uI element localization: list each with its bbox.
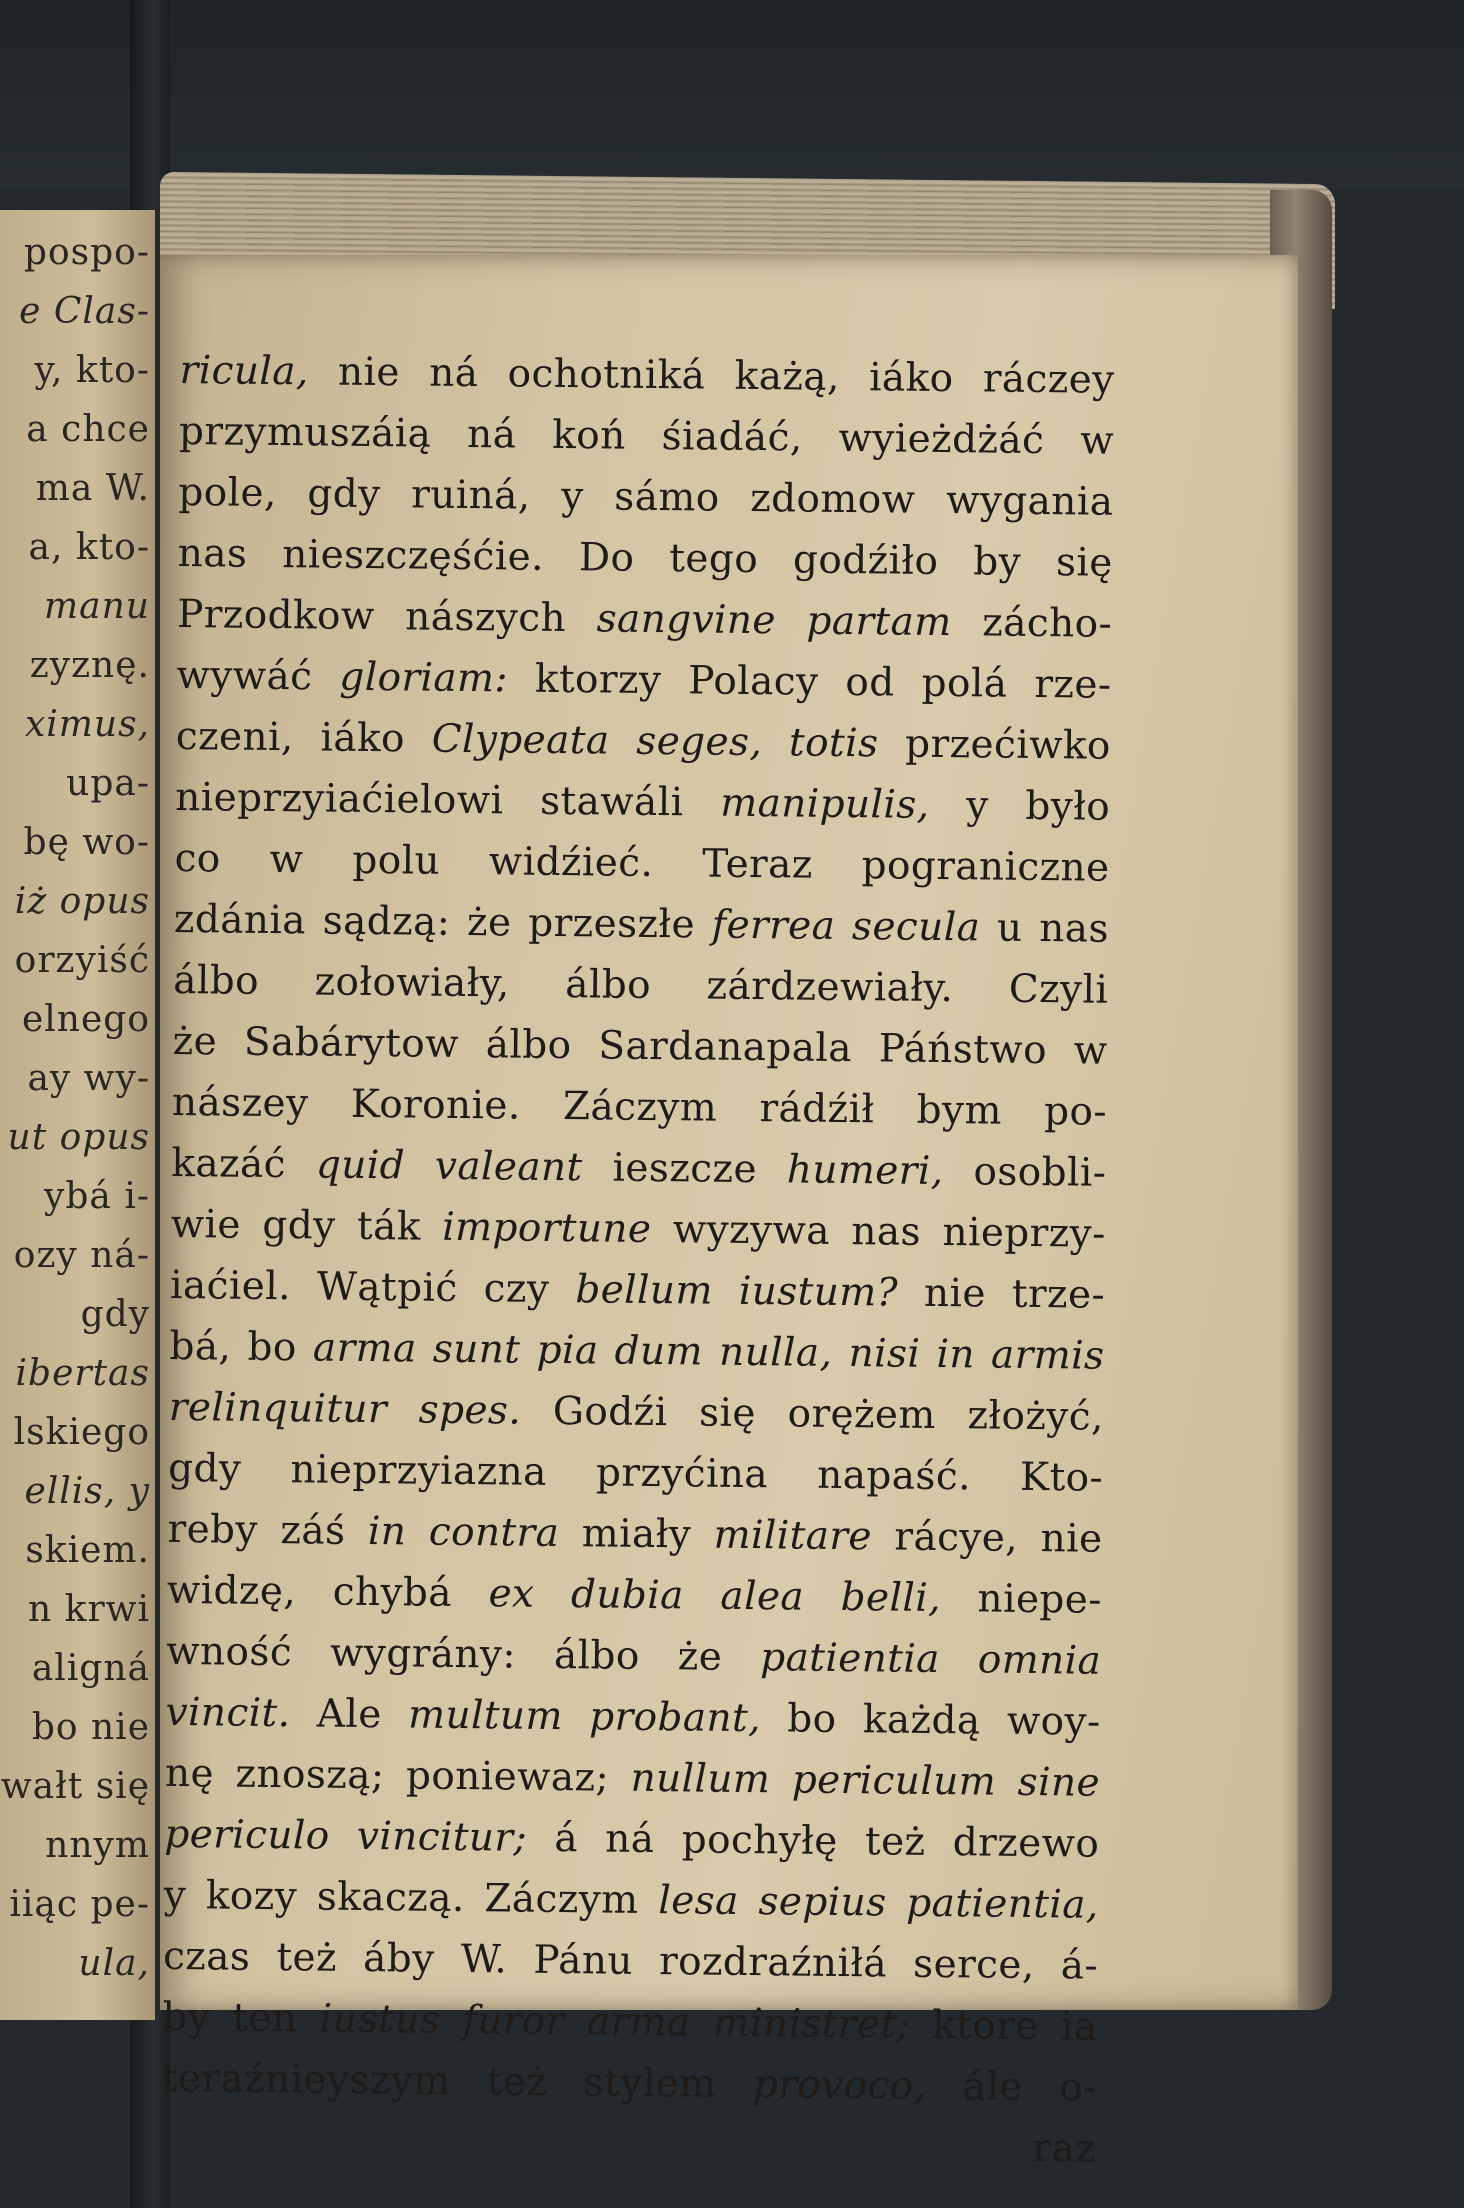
text-line xyxy=(178,462,1114,533)
left-page-line: iż opus xyxy=(14,881,150,922)
left-page-line: ximus, xyxy=(24,704,150,745)
text-line xyxy=(165,1743,1101,1814)
text-segment: zdánia sądzą: że przeszłe xyxy=(173,896,712,948)
text-line xyxy=(176,706,1112,777)
left-page-line: ut opus xyxy=(7,1117,150,1158)
text-line xyxy=(174,828,1110,899)
text-segment: osobli- xyxy=(943,1149,1107,1196)
text-line xyxy=(161,2109,1097,2180)
text-line xyxy=(172,1072,1108,1143)
text-segment: reby záś xyxy=(167,1506,369,1555)
text-segment: teraźnieyszym też stylem xyxy=(161,2055,754,2108)
left-page-line: nnym xyxy=(45,1825,150,1866)
latin-phrase: relinquitur spes. xyxy=(168,1384,522,1434)
text-segment: co w polu widźieć. Teraz pograniczne xyxy=(174,835,1110,891)
text-segment: ieszcze xyxy=(582,1145,788,1193)
text-segment: przećiwko xyxy=(878,721,1112,769)
left-page-line: a chce xyxy=(26,409,150,450)
text-line xyxy=(176,645,1112,716)
latin-phrase: in contra xyxy=(367,1509,560,1557)
text-line xyxy=(172,1011,1108,1082)
latin-phrase: vincit. xyxy=(165,1689,291,1737)
latin-phrase: iustus furor arma ministret; xyxy=(319,1996,911,2048)
text-segment: czas też áby W. Pánu rozdraźniłá serce, á- xyxy=(162,1933,1099,1989)
latin-phrase: nullum periculum sine xyxy=(630,1755,1101,1806)
left-page-line: ibertas xyxy=(15,1353,150,1394)
text-line xyxy=(171,1133,1107,1204)
background-dark xyxy=(0,0,1464,190)
text-segment: miały xyxy=(559,1511,714,1558)
text-line xyxy=(175,767,1111,838)
text-segment: nie ná ochotniká każą, iáko ráczey xyxy=(308,349,1115,403)
text-segment: pole, gdy ruiná, y sámo zdomow wygania xyxy=(178,469,1114,525)
left-page-line: skiem. xyxy=(25,1530,150,1571)
text-segment: bo każdą woy- xyxy=(760,1696,1101,1745)
latin-phrase: militare xyxy=(713,1512,873,1560)
text-segment: by ten xyxy=(162,1994,320,2042)
text-line xyxy=(179,401,1115,472)
latin-phrase: ferrea secula xyxy=(711,902,981,951)
left-page-line: ay wy- xyxy=(27,1058,150,1099)
latin-phrase: provoco, xyxy=(752,2062,927,2109)
left-page-line: y, kto- xyxy=(34,350,150,391)
text-segment: Przodkow nászych xyxy=(176,591,597,642)
left-page-line: manu xyxy=(44,586,150,627)
text-segment: nas nieszczęśćie. Do tego godźiło by się xyxy=(177,530,1113,586)
text-segment: y kozy skaczą. Záczym xyxy=(163,1872,659,1924)
previous-page xyxy=(0,210,155,2020)
latin-phrase: lesa sepius patientia, xyxy=(658,1878,1099,1928)
text-segment: gdy nieprzyiazna przyćina napaść. Kto- xyxy=(167,1445,1104,1501)
latin-phrase: bellum iustum? xyxy=(575,1267,899,1316)
latin-phrase: sangvine partam xyxy=(596,596,952,646)
latin-phrase: manipulis, xyxy=(719,780,930,828)
text-segment: zácho- xyxy=(951,600,1113,647)
text-line xyxy=(164,1804,1100,1875)
text-line xyxy=(174,889,1110,960)
left-page-line: lskiego xyxy=(13,1412,150,1453)
text-segment: niepe- xyxy=(940,1576,1103,1623)
text-segment: nie trze- xyxy=(897,1270,1106,1318)
latin-phrase: importune xyxy=(442,1204,652,1252)
left-page-line: gdy xyxy=(80,1294,150,1335)
left-page-line: bę wo- xyxy=(23,822,150,863)
left-page-line: pospo- xyxy=(23,232,150,273)
latin-phrase: gloriam: xyxy=(339,654,509,702)
latin-phrase: ex dubia alea belli, xyxy=(488,1571,942,1622)
text-segment: bá, bo xyxy=(169,1323,314,1371)
text-line xyxy=(168,1438,1104,1509)
text-segment: że Sabárytow álbo Sardanapala Páństwo w xyxy=(172,1018,1108,1074)
text-line xyxy=(173,950,1109,1021)
text-segment: y było xyxy=(929,782,1111,830)
text-line xyxy=(177,584,1113,655)
text-line xyxy=(166,1621,1102,1692)
latin-phrase: patientia omnia xyxy=(760,1635,1102,1684)
left-page-line: elnego xyxy=(21,999,150,1040)
latin-phrase: totis xyxy=(788,720,879,767)
text-segment: rácye, nie xyxy=(871,1514,1103,1562)
text-line xyxy=(163,1865,1099,1936)
left-page-line: zyznę. xyxy=(29,645,150,686)
text-line xyxy=(167,1499,1103,1570)
text-segment: álbo zołowiały, álbo zárdzewiały. Czyli xyxy=(173,957,1109,1013)
left-page-line: ma W. xyxy=(35,468,150,509)
left-page-line: n krwi xyxy=(28,1589,150,1630)
text-line xyxy=(170,1255,1106,1326)
text-segment: Ale xyxy=(290,1691,409,1738)
text-segment: u nas xyxy=(979,905,1110,952)
text-segment: ktorzy Polacy od polá rze- xyxy=(507,656,1112,708)
text-line xyxy=(170,1194,1106,1265)
left-page-line: e Clas- xyxy=(19,291,150,332)
text-segment: ále o- xyxy=(926,2063,1097,2111)
text-segment: przymuszáią ná koń śiadáć, wyieżdżáć w xyxy=(178,408,1115,464)
text-line xyxy=(169,1316,1105,1387)
text-segment: á ná pochyłę też drzewo xyxy=(526,1815,1100,1867)
text-segment: nieprzyiaćielowi stawáli xyxy=(174,774,721,826)
left-page-line: ellis, y xyxy=(24,1471,150,1512)
text-line xyxy=(165,1682,1101,1753)
text-segment: kazáć xyxy=(171,1140,317,1188)
text-segment xyxy=(762,720,789,765)
left-page-line: bo nie xyxy=(31,1707,150,1748)
text-line xyxy=(169,1377,1105,1448)
latin-phrase: Clypeata seges, xyxy=(431,716,763,766)
left-page-line: upa- xyxy=(66,763,150,804)
latin-phrase: arma sunt pia dum nulla, nisi in armis xyxy=(312,1325,1105,1379)
text-line xyxy=(179,340,1115,411)
latin-phrase: ricula, xyxy=(179,347,309,395)
text-line xyxy=(167,1560,1103,1631)
text-segment: nę znoszą; poniewaz; xyxy=(164,1750,631,1801)
text-segment: wie gdy ták xyxy=(170,1201,443,1250)
text-segment: nászey Koronie. Záczym rádźił bym po- xyxy=(171,1079,1108,1135)
left-page-line: aligná xyxy=(31,1648,150,1689)
text-segment: wywáć xyxy=(176,652,340,700)
text-segment: czeni, iáko xyxy=(175,713,432,762)
left-page-line: ozy ná- xyxy=(13,1235,150,1276)
left-page-line: orzyiść xyxy=(14,940,150,981)
text-segment: ktore ia xyxy=(909,2002,1098,2050)
left-page-line: ula, xyxy=(78,1943,150,1984)
latin-phrase: periculo vincitur; xyxy=(164,1811,528,1861)
latin-phrase: humeri, xyxy=(786,1147,944,1195)
page-text xyxy=(161,340,1115,2180)
left-page-line: wałt się xyxy=(0,1766,150,1807)
text-segment: wyzywa nas nieprzy- xyxy=(651,1206,1106,1257)
text-segment: widzę, chybá xyxy=(166,1567,489,1617)
left-page-line: a, kto- xyxy=(28,527,150,568)
latin-phrase: quid valeant xyxy=(315,1142,583,1191)
text-line xyxy=(161,2048,1097,2119)
text-segment: Godźi się orężem złożyć, xyxy=(520,1388,1105,1440)
latin-phrase: multum probant, xyxy=(407,1692,762,1742)
text-line xyxy=(177,523,1113,594)
text-segment: raz xyxy=(1032,2126,1097,2172)
text-segment: iaćiel. Wątpić czy xyxy=(169,1262,576,1313)
left-page-line: iiąc pe- xyxy=(9,1884,150,1925)
text-line xyxy=(163,1926,1099,1997)
left-page-line: ybá i- xyxy=(44,1176,150,1217)
text-segment: wność wygrány: álbo że xyxy=(166,1628,761,1681)
text-line xyxy=(162,1987,1098,2058)
